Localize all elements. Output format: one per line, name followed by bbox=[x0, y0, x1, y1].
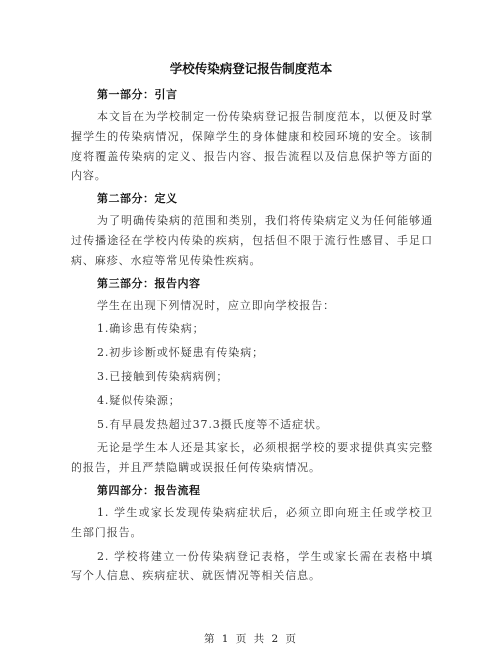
section-heading: 第三部分：报告内容 bbox=[97, 276, 201, 290]
list-item: 1.确诊患有传染病； bbox=[97, 322, 205, 336]
section-closing: 无论是学生本人还是其家长，必须根据学校的要求提供真实完整的报告，并且严禁隐瞒或误报任何传染病情况。 bbox=[71, 441, 433, 475]
page-number: 第 1 页 共 2 页 bbox=[203, 633, 299, 645]
list-item: 3.已接触到传染病病例； bbox=[97, 369, 229, 383]
document-body bbox=[71, 86, 433, 590]
section-report-process bbox=[71, 482, 433, 586]
section-introduction bbox=[71, 86, 433, 186]
list-item: 2.初步诊断或怀疑患有传染病； bbox=[97, 346, 264, 360]
list-item: 5.有早晨发热超过37.3摄氏度等不适症状。 bbox=[97, 417, 328, 431]
section-heading: 第一部分：引言 bbox=[97, 88, 178, 101]
section-heading: 第二部分：定义 bbox=[97, 192, 178, 206]
section-paragraph: 1. 学生或家长发现传染病症状后，必须立即向班主任或学校卫生部门报告。 bbox=[71, 505, 433, 539]
section-intro: 学生在出现下列情况时，应立即向学校报告： bbox=[97, 298, 335, 312]
section-heading: 第四部分：报告流程 bbox=[97, 483, 201, 497]
section-paragraph: 本文旨在为学校制定一份传染病登记报告制度范本，以便及时掌握学生的传染病情况，保障学生的身体健康和校园环境的安全。该制度将覆盖传染病的定义、报告内容、报告流程以及信息保护等方面的内容。 bbox=[71, 110, 433, 183]
section-paragraph: 为了明确传染病的范围和类别，我们将传染病定义为任何能够通过传播途径在学校内传染的疾病，包括但不限于流行性感冒、手足口病、麻疹、水痘等常见传染性疾病。 bbox=[71, 214, 433, 267]
list-item: 4.疑似传染源； bbox=[97, 393, 181, 407]
section-paragraph: 2. 学校将建立一份传染病登记表格，学生或家长需在表格中填写个人信息、疾病症状、就医情况等相关信息。 bbox=[71, 549, 433, 583]
section-definition bbox=[71, 190, 433, 270]
document-title: 学校传染病登记报告制度范本 bbox=[169, 61, 333, 76]
section-report-content bbox=[71, 275, 433, 478]
